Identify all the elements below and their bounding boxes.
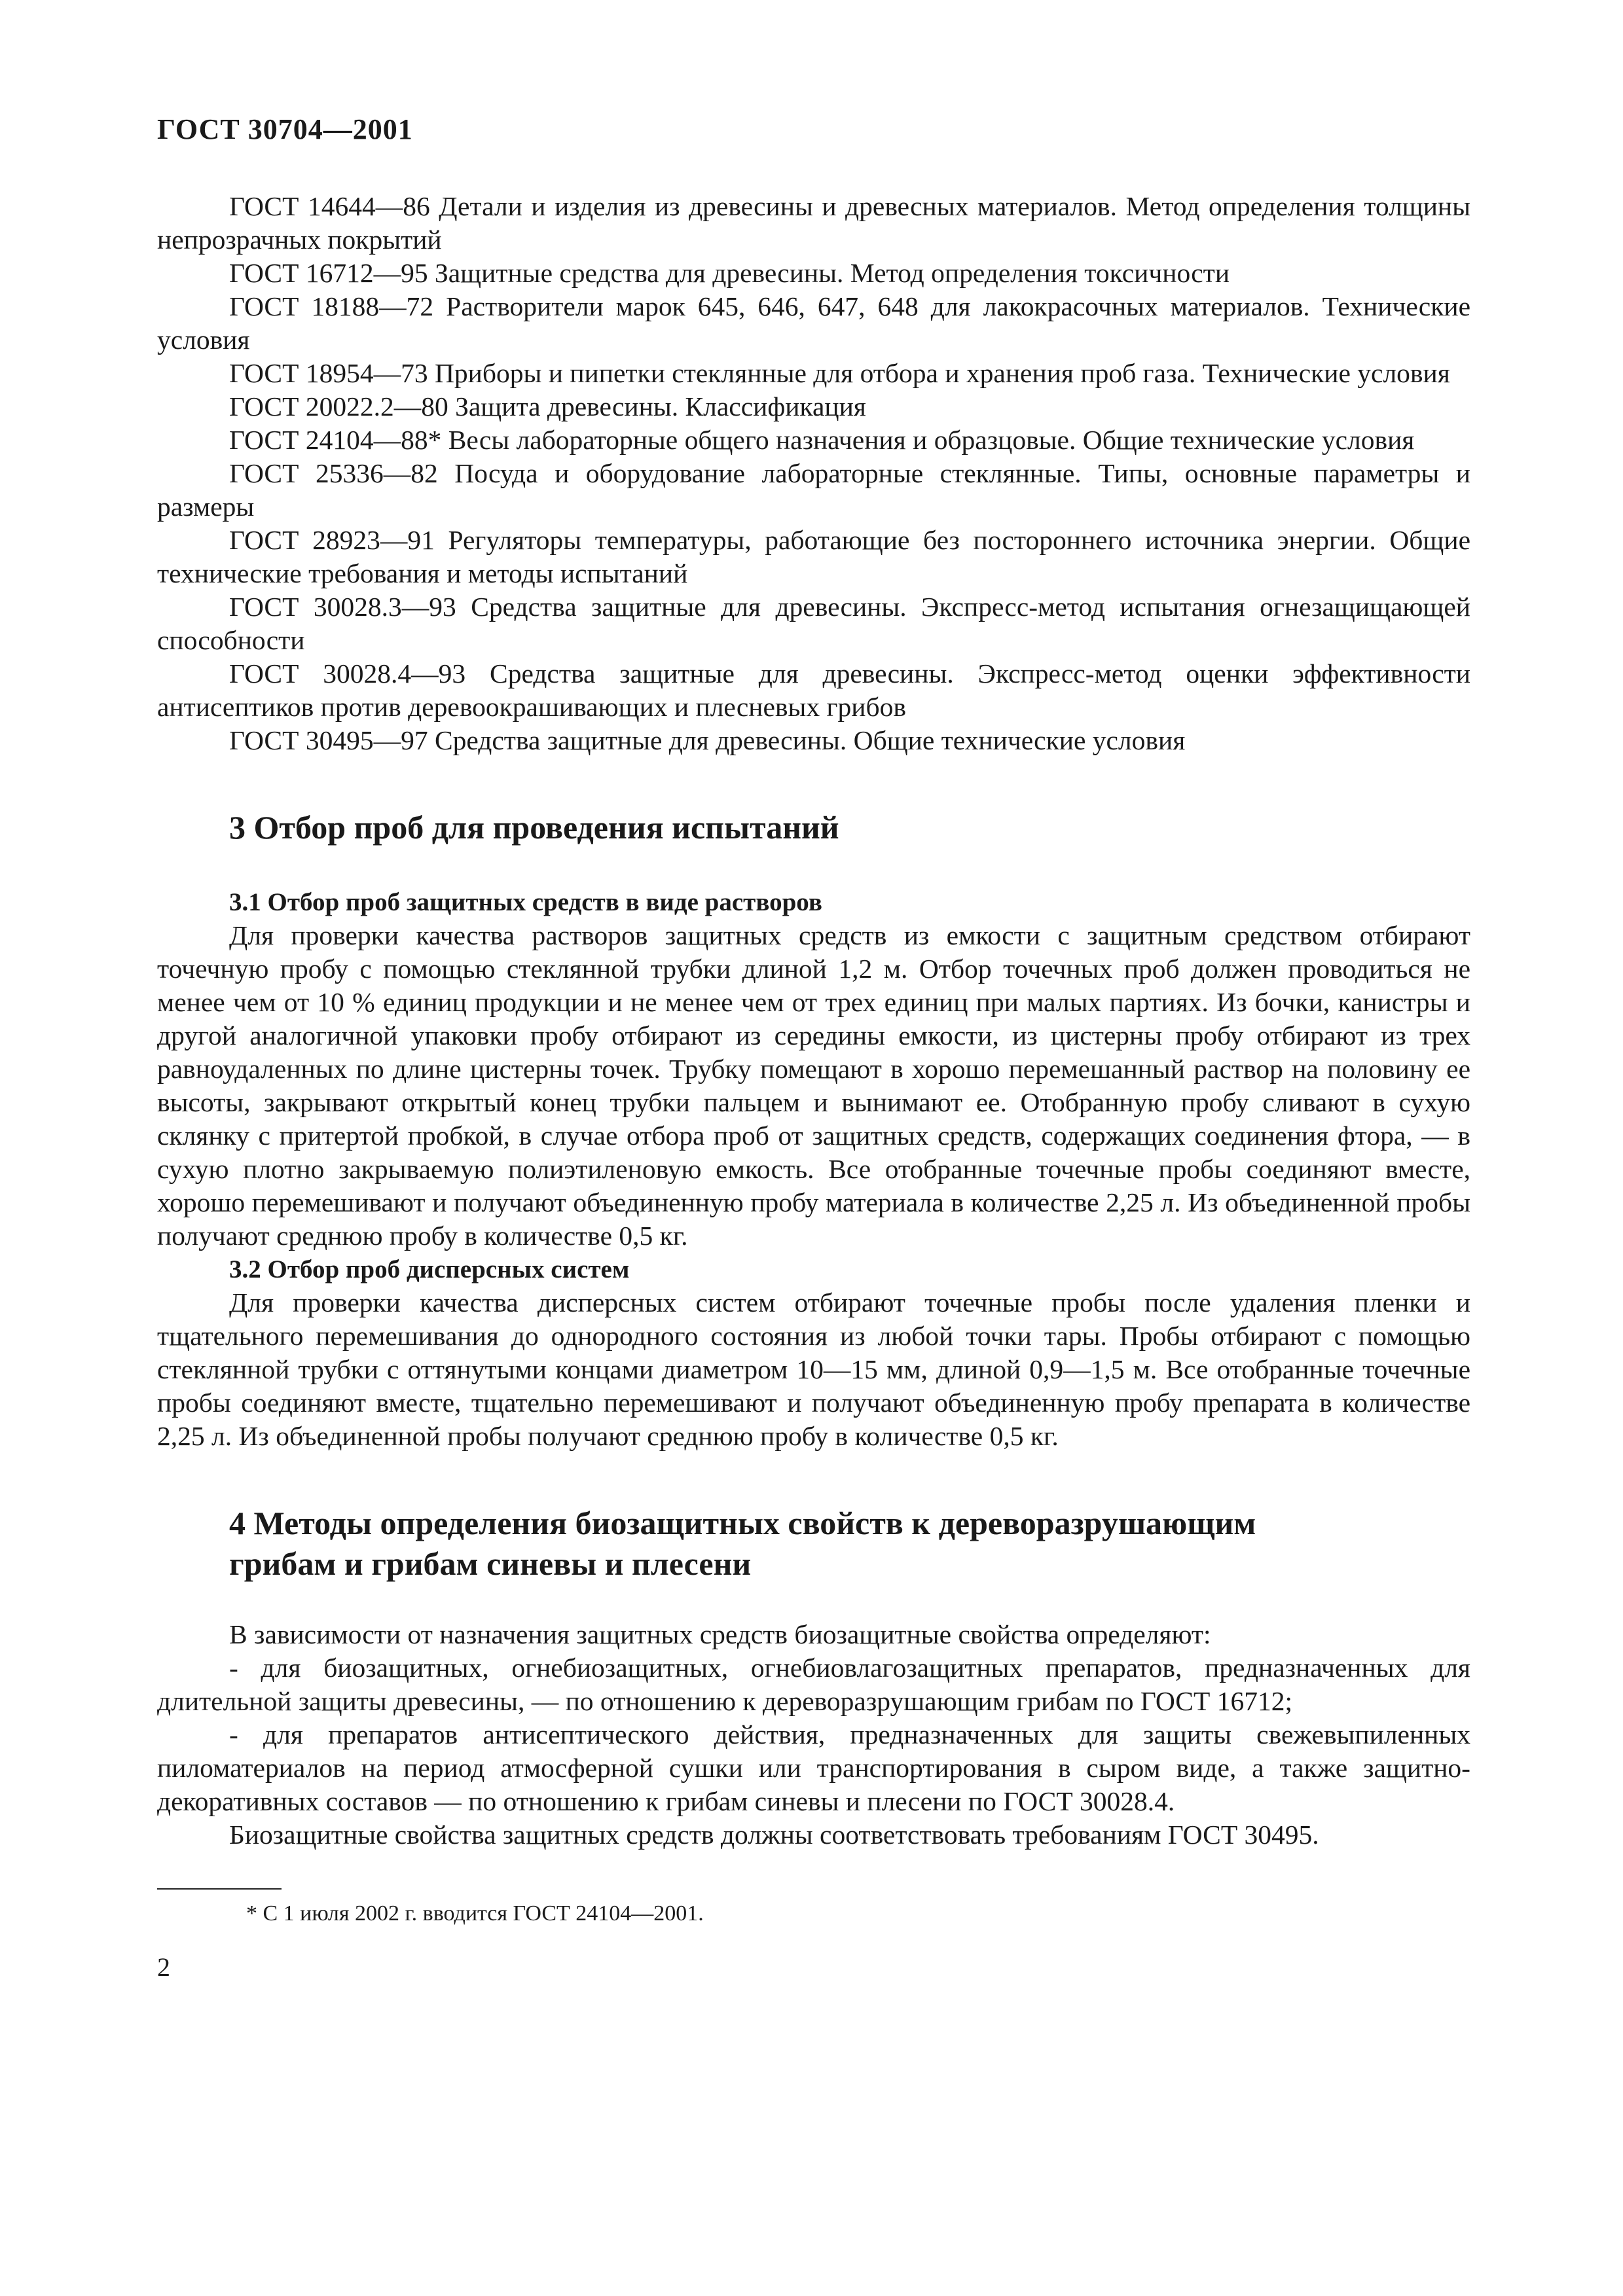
reference-item: ГОСТ 20022.2—80 Защита древесины. Классификация (229, 391, 866, 422)
document-header: ГОСТ 30704—2001 (157, 113, 413, 145)
subsection-3-2-text: Для проверки качества дисперсных систем отбирают точечные пробы после удаления пленки и тщательного перемешивания до однородного состояния из любой точки тары. Пробы отбирают с помощью стеклянной трубки с оттянутыми концами диаметром 10—15 мм, длиной 0,9—1,5 м. Все отобранные точечные пробы соединяют вместе, тщательно перемешивают и получают объединенную пробу препарата в количестве 2,25 л. Из объединенной пробы получают среднюю пробу в количестве 0,5 кг. (157, 1287, 1470, 1451)
section-4-paragraph: Биозащитные свойства защитных средств должны соответствовать требованиям ГОСТ 30495. (229, 1820, 1319, 1850)
section-4-heading (229, 1503, 1470, 1584)
subsection-3-2-heading: 3.2 Отбор проб дисперсных систем (229, 1255, 630, 1283)
reference-item: ГОСТ 30495—97 Средства защитные для древесины. Общие технические условия (229, 725, 1186, 755)
section-3-heading: 3 Отбор проб для проведения испытаний (229, 809, 839, 846)
section-4-paragraph: - для биозащитных, огнебиозащитных, огнебиовлагозащитных препаратов, предназначенных для длительной защиты древесины, — по отношению к дереворазрушающим грибам по ГОСТ 16712; (157, 1653, 1470, 1716)
subsection-3-1-heading: 3.1 Отбор проб защитных средств в виде растворов (229, 888, 822, 916)
reference-item: ГОСТ 14644—86 Детали и изделия из древесины и древесных материалов. Метод определения толщины непрозрачных покрытий (157, 191, 1470, 255)
section-4-heading-line-1: 4 Методы определения биозащитных свойств к дереворазрушающим (229, 1505, 1256, 1541)
footnote: * С 1 июля 2002 г. вводится ГОСТ 24104—2001. (246, 1901, 704, 1926)
reference-item: ГОСТ 24104—88* Весы лабораторные общего назначения и образцовые. Общие технические условия (229, 425, 1415, 455)
document-page (157, 111, 1470, 1984)
section-4-body (157, 1618, 1470, 1852)
section-4-heading-line-2: грибам и грибам синевы и плесени (229, 1545, 752, 1582)
reference-item: ГОСТ 25336—82 Посуда и оборудование лабораторные стеклянные. Типы, основные параметры и размеры (157, 458, 1470, 522)
page-number: 2 (157, 1952, 170, 1982)
reference-item: ГОСТ 30028.3—93 Средства защитные для древесины. Экспресс-метод испытания огнезащищающей способности (157, 592, 1470, 655)
normative-references-list (157, 190, 1470, 757)
subsection-3-1-text: Для проверки качества растворов защитных средств из емкости с защитным средством отбирают точечную пробу с помощью стеклянной трубки длиной 1,2 м. Отбор точечных проб должен проводиться не менее чем от 10 % единиц продукции и не менее чем от трех единиц при малых партиях. Из бочки, канистры и другой аналогичной упаковки пробу отбирают из середины емкости, из цистерны пробу отбирают из трех равноудаленных по длине цистерны точек. Трубку помещают в хорошо перемешанный раствор на половину ее высоты, закрывают открытый конец трубки пальцем и вынимают ее. Отобранную пробу сливают в сухую склянку с притертой пробкой, в случае отбора проб от защитных средств, содержащих соединения фтора, — в сухую плотно закрываемую полиэтиленовую емкость. Все отобранные точечные пробы соединяют вместе, хорошо перемешивают и получают объединенную пробу материала в количестве 2,25 л. Из объединенной пробы получают среднюю пробу в количестве 0,5 кг. (157, 920, 1470, 1251)
reference-item: ГОСТ 18188—72 Растворители марок 645, 646, 647, 648 для лакокрасочных материалов. Технические условия (157, 291, 1470, 355)
reference-item: ГОСТ 16712—95 Защитные средства для древесины. Метод определения токсичности (229, 258, 1230, 288)
section-4-paragraph: - для препаратов антисептического действия, предназначенных для защиты свежевыпиленных пиломатериалов на период атмосферной сушки или транспортирования в сыром виде, а также защитно-декоративных составов — по отношению к грибам синевы и плесени по ГОСТ 30028.4. (157, 1719, 1470, 1816)
section-3-body (157, 886, 1470, 1453)
reference-item: ГОСТ 18954—73 Приборы и пипетки стеклянные для отбора и хранения проб газа. Технические условия (229, 358, 1450, 388)
reference-item: ГОСТ 30028.4—93 Средства защитные для древесины. Экспресс-метод оценки эффективности антисептиков против деревоокрашивающих и плесневых грибов (157, 658, 1470, 722)
reference-item: ГОСТ 28923—91 Регуляторы температуры, работающие без постороннего источника энергии. Общие технические требования и методы испытаний (157, 525, 1470, 588)
footnote-divider (157, 1888, 282, 1890)
section-4-paragraph: В зависимости от назначения защитных средств биозащитные свойства определяют: (229, 1619, 1211, 1649)
